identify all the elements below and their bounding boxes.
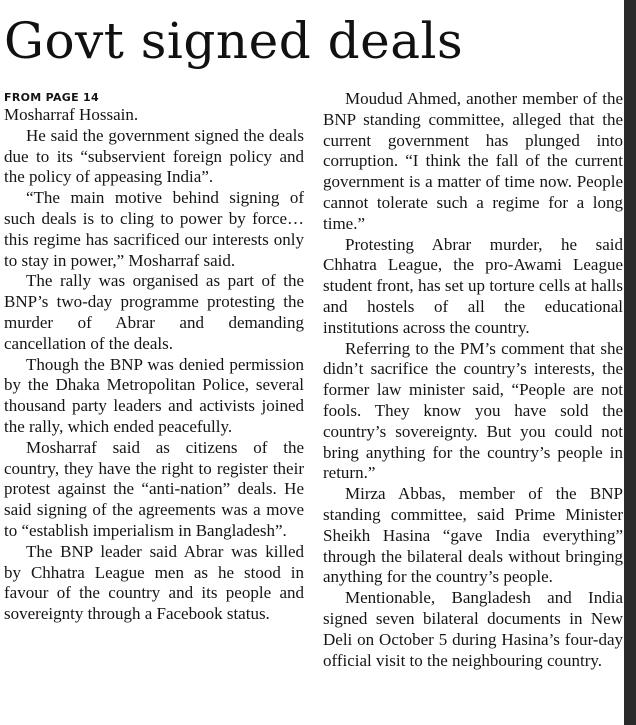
paragraph: Mosharraf said as citizens of the country, they have the right to register their protest against the “anti-nation” deals. He said signing of the agreements was a move to “establish imperialism in Bangladesh”. [4,437,304,540]
right-column [323,89,623,671]
paragraph: The rally was organised as part of the BNP’s two-day programme protesting the murder of Abrar and demanding cancellation of the deals. [4,271,304,353]
paragraph: “The main motive behind signing of such deals is to cling to power by force… this regime has sacrificed our interests only to stay in power,” Mosharraf said. [4,188,304,270]
headline: Govt signed deals [4,12,464,70]
paragraph: Moudud Ahmed, another member of the BNP standing committee, alleged that the current government has plunged into corruption. “I think the fall of the current government is a matter of time now. People cannot tolerate such a regime for a long time.” [323,89,623,233]
paragraph: Referring to the PM’s comment that she didn’t sacrifice the country’s interests, the former law minister said, “People are not fools. They know you have sold the country’s sovereignty. But you could not bring anything for the country’s people in return.” [323,338,623,483]
paragraph: Mosharraf Hossain. [4,105,139,124]
paragraph: Though the BNP was denied permission by the Dhaka Metropolitan Police, several thousand party leaders and activists joined the rally, which ended peacefully. [4,354,304,436]
paragraph: Mirza Abbas, member of the BNP standing committee, said Prime Minister Sheikh Hasina “gave India everything” through the bilateral deals without bringing anything for the country’s people. [323,484,623,587]
paragraph: He said the government signed the deals due to its “subservient foreign policy and the policy of appeasing India”. [4,125,304,187]
paragraph: Mentionable, Bangladesh and India signed seven bilateral documents in New Deli on October 5 during Hasina’s four-day official visit to the neighbouring country. [323,588,623,670]
paragraph: Protesting Abrar murder, he said Chhatra League, the pro-Awami League student front, has set up torture cells at halls and hostels of all the educational institutions across the country. [323,234,623,337]
paragraph: The BNP leader said Abrar was killed by Chhatra League men as he stood in favour of the country and its people and sovereignty through a Facebook status. [4,541,304,624]
scan-edge-border [624,0,636,725]
left-column [4,89,304,625]
jump-line: FROM PAGE 14 [4,91,99,104]
